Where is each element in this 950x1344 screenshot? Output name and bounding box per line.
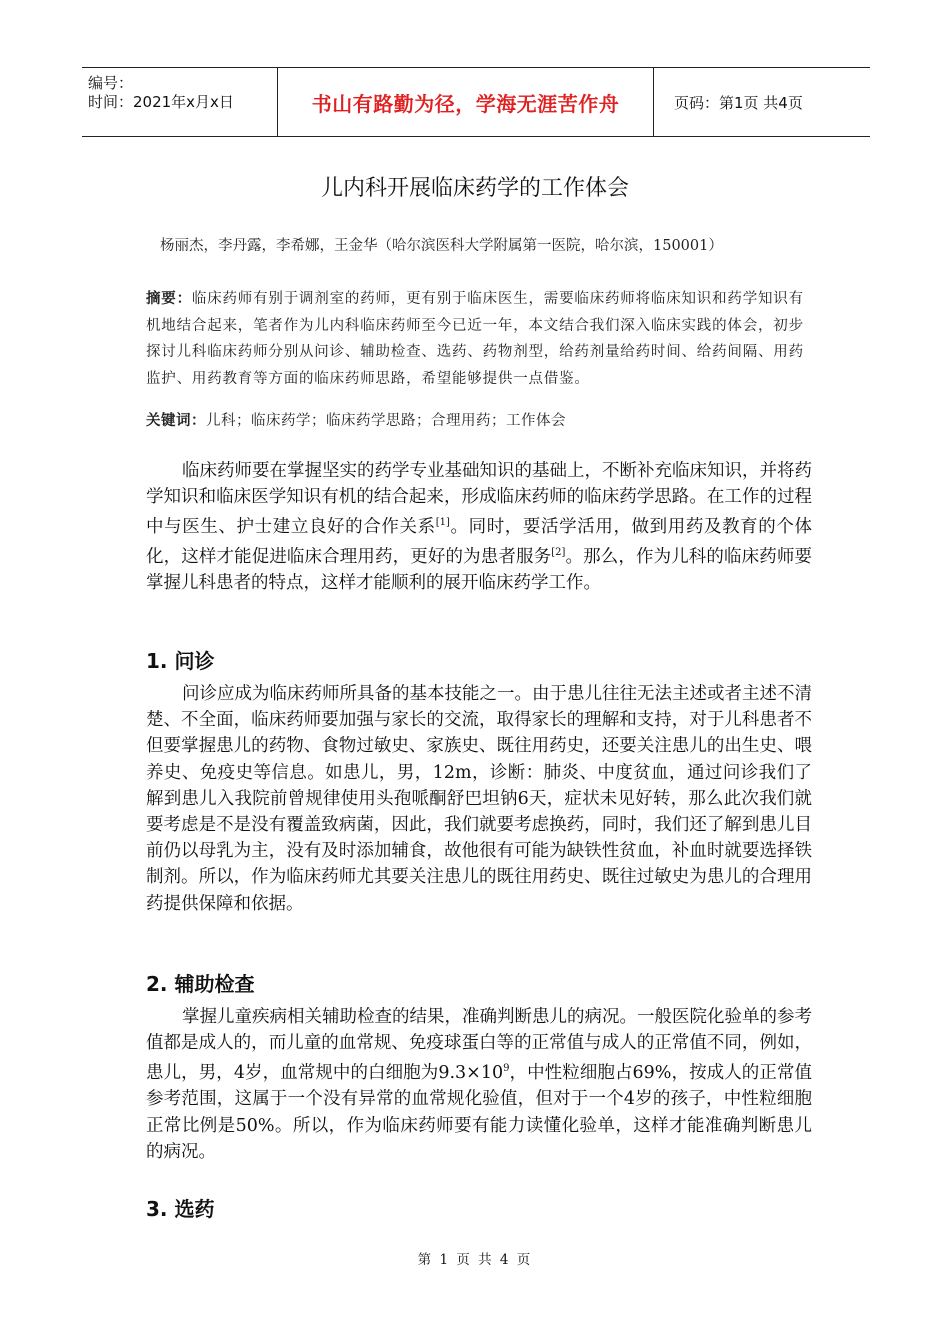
header-page-info [662, 68, 870, 136]
intro-text: 临床药师要在掌握坚实的药学专业基础知识的基础上，不断补充临床知识，并将药学知识和临床医学知识有机的结合起来，形成临床药师的临床药学思路。在工作的过程中与医生、护士建立良好的合作关系 [146, 461, 812, 538]
intro-text: 。那么，作为儿科的临床药师要掌握儿科患者的特点，这样才能顺利的展开临床药学工作。 [146, 547, 813, 594]
intro-text: 。同时，要活学活用，做到用药及教育的个体化，这样才能促进临床合理用药，更好的为患者服务 [146, 517, 813, 568]
exponent: 9 [503, 1063, 510, 1075]
section-text: 掌握儿童疾病相关辅助检查的结果，准确判断患儿的病况。一般医院化验单的参考值都是成人的，而儿童的血常规、免疫球蛋白等的正常值与成人的正常值不同，例如，患儿，男，4岁，血常规中的白细胞为9.3×10 [146, 1007, 812, 1084]
section-text: ，中性粒细胞占69%，按成人的正常值参考范围，这属于一个没有异常的血常规化验值，但对于一个4岁的孩子，中性粒细胞正常比例是50%。所以，作为临床药师要有能力读懂化验单，这样才能准确判断患儿的病况。 [146, 1063, 812, 1162]
authors: 杨丽杰，李丹露，李希娜，王金华（哈尔滨医科大学附属第一医院，哈尔滨，150001） [160, 238, 723, 254]
citation-ref: [1] [435, 517, 450, 529]
page-footer: 第 1 页 共 4 页 [417, 1252, 533, 1268]
keywords [146, 409, 810, 430]
section-heading: 3. 选药 [146, 1197, 215, 1221]
abstract [146, 286, 810, 392]
document-header [82, 67, 870, 137]
intro-paragraph [146, 458, 812, 597]
header-meta [82, 68, 277, 136]
keywords-text: 儿科；临床药学；临床药学思路；合理用药；工作体会 [206, 413, 566, 429]
section-body [146, 1004, 812, 1165]
time-label: 时间：2021年x月x日 [88, 93, 234, 111]
abstract-label: 摘要： [146, 291, 192, 307]
section-body: 问诊应成为临床药师所具备的基本技能之一。由于患儿往往无法主述或者主述不清楚、不全面，临床药师要加强与家长的交流，取得家长的理解和支持，对于儿科患者不但要掌握患儿的药物、食物过敏史、家族史、既往用药史，还要关注患儿的出生史、喂养史、免疫史等信息。如患儿，男，12m，诊断：肺炎、中度贫血，通过问诊我们了解到患儿入我院前曾规律使用头孢哌酮舒巴坦钠6天，症状未见好转，那么此次我们就要考虑是不是没有覆盖致病菌，因此，我们就要考虑换药，同时，我们还了解到患儿目前仍以母乳为主，没有及时添加辅食，故他很有可能为缺铁性贫血，补血时就要选择铁制剂。所以，作为临床药师尤其要关注患儿的既往用药史、既往过敏史为患儿的合理用药提供保障和依据。 [146, 684, 812, 914]
number-label: 编号： [88, 74, 134, 92]
header-divider [653, 68, 654, 136]
section-heading: 2. 辅助检查 [146, 972, 255, 996]
page-info-text: 页码：第1页 共4页 [674, 93, 803, 112]
citation-ref: [2] [551, 547, 566, 559]
keywords-label: 关键词： [146, 413, 206, 429]
section-heading: 1. 问诊 [146, 649, 215, 673]
header-motto: 书山有路勤为径，学海无涯苦作舟 [311, 91, 620, 116]
abstract-text: 临床药师有别于调剂室的药师，更有别于临床医生，需要临床药师将临床知识和药学知识有机地结合起来，笔者作为儿内科临床药师至今已近一年，本文结合我们深入临床实践的体会，初步探讨儿科临床药师分别从问诊、辅助检查、选药、药物剂型，给药剂量给药时间、给药间隔、用药监护、用药教育等方面的临床药师思路，希望能够提供一点借鉴。 [146, 291, 804, 387]
page-title: 儿内科开展临床药学的工作体会 [320, 176, 629, 201]
